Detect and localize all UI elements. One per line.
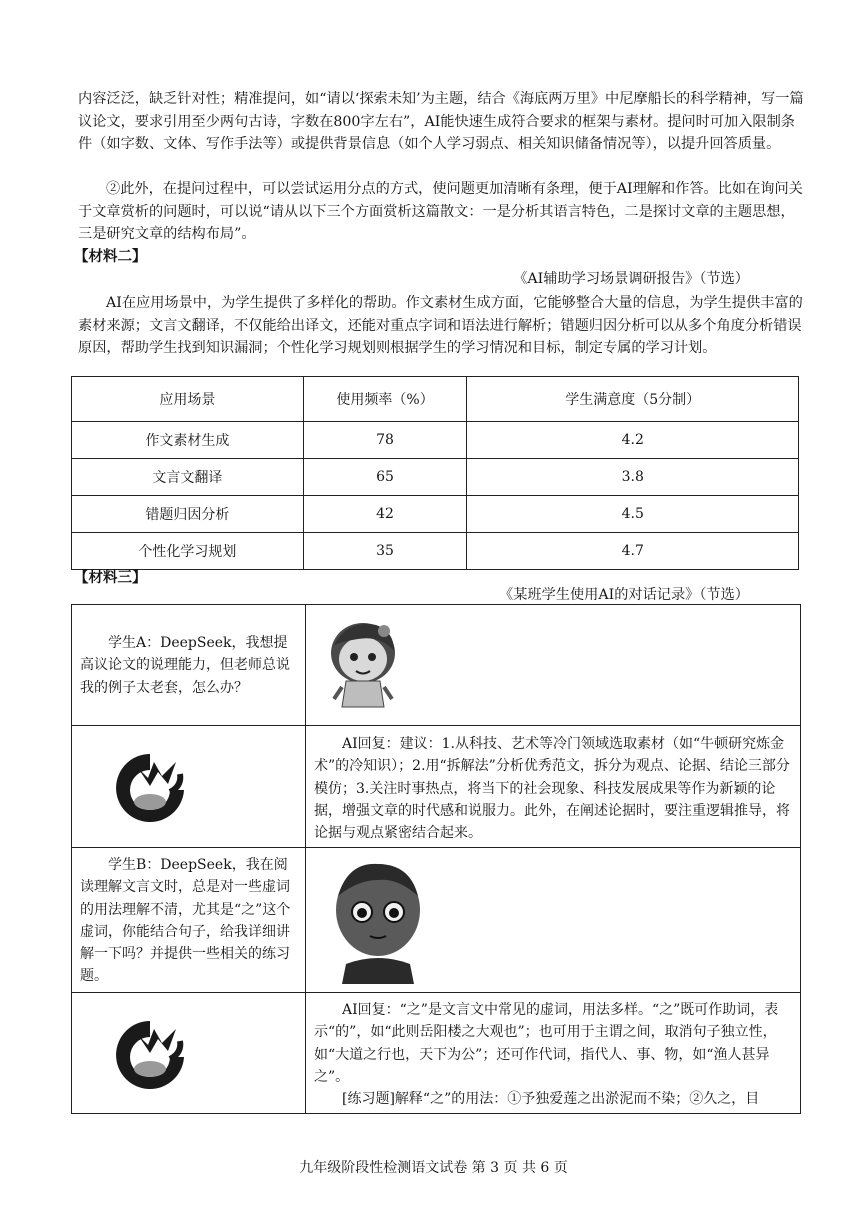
student-b-message: 学生B：DeepSeek，我在阅读理解文言文时，总是对一些虚词的用法理解不清，尤其是“之”这个虚词，你能结合句子，给我详细讲解一下吗？并提供一些相关的练习题。 xyxy=(80,857,291,985)
table-cell: 个性化学习规划 xyxy=(72,533,304,570)
intro-paragraph-2: ②此外，在提问过程中，可以尝试运用分点的方式，使问题更加清晰有条理，便于AI理解和作答。比如在询问关于文章赏析的问题时，可以说“请从以下三个方面赏析这篇散文：一是分析其语言特色，二是探讨文章的主题思想，三是研究文章的结构布局”。 xyxy=(78,181,803,242)
student-a-message: 学生A：DeepSeek，我想提高议论文的说理能力，但老师总说我的例子太老套，怎么办？ xyxy=(80,635,290,696)
table-cell: 4.5 xyxy=(467,496,799,533)
table-cell: 4.2 xyxy=(467,422,799,459)
table-cell: 3.8 xyxy=(467,459,799,496)
table-cell: 文言文翻译 xyxy=(72,459,304,496)
table-cell: 作文素材生成 xyxy=(72,422,304,459)
girl-avatar-icon xyxy=(318,615,408,715)
boy-avatar-icon xyxy=(328,856,428,984)
table-row xyxy=(72,459,799,496)
material3-source: 《某班学生使用AI的对话记录》（节选） xyxy=(499,587,749,603)
dialog-row-ai-reply-2 xyxy=(72,993,800,1115)
dialog-table xyxy=(71,604,801,1114)
material2-paragraph: AI在应用场景中，为学生提供了多样化的帮助。作文素材生成方面，它能够整合大量的信息，为学生提供丰富的素材来源；文言文翻译，不仅能给出译文，还能对重点字词和语法进行解析；错题归因分析可以从多个角度分析错误原因，帮助学生找到知识漏洞；个性化学习规划则根据学生的学习情况和目标，制定专属的学习计划。 xyxy=(78,295,803,356)
table-cell: 4.7 xyxy=(467,533,799,570)
material2-source: 《AI辅助学习场景调研报告》（节选） xyxy=(513,271,749,287)
intro-paragraph-1: 内容泛泛，缺乏针对性；精准提问，如“请以‘探索未知’为主题，结合《海底两万里》中尼摩船长的科学精神，写一篇议论文，要求引用至少两句古诗，字数在800字左右”，AI能快速生成符合要求的框架与素材。提问时可加入限制条件（如字数、文体、写作手法等）或提供背景信息（如个人学习弱点、相关知识储备情况等），以提升回答质量。 xyxy=(78,91,804,152)
table-row xyxy=(72,422,799,459)
ai-reply-1-message: AI回复：建议：1.从科技、艺术等冷门领域选取素材（如“牛顿研究炼金术”的冷知识）；2.用“拆解法”分析优秀范文，拆分为观点、论据、结论三部分模仿；3.关注时事热点，将当下的社会现象、科技发展成果等作为新颖的论据，增强文章的时代感和说服力。此外，在阐述论据时，要注重逻辑推导，将论据与观点紧密结合起来。 xyxy=(314,736,790,842)
exercise-text: [练习题]解释“之”的用法：①予独爱莲之出淤泥而不染；②久之，目 xyxy=(342,1091,760,1108)
page-footer: 九年级阶段性检测语文试卷 第 3 页 共 6 页 xyxy=(299,1160,568,1176)
dialog-row-student-a xyxy=(72,605,800,726)
material3-heading: 【材料三】 xyxy=(74,569,147,586)
table-header-cell: 应用场景 xyxy=(72,377,304,422)
table-cell: 42 xyxy=(303,496,467,533)
table-cell: 65 xyxy=(303,459,467,496)
table-header-cell: 使用频率（%） xyxy=(303,377,467,422)
table-row xyxy=(72,496,799,533)
table-cell: 78 xyxy=(303,422,467,459)
ai-usage-table xyxy=(71,376,799,570)
dialog-row-student-b xyxy=(72,848,800,993)
table-cell: 35 xyxy=(303,533,467,570)
table-header-row xyxy=(72,377,799,422)
dialog-row-ai-reply-1 xyxy=(72,726,800,848)
table-header-cell: 学生满意度（5分制） xyxy=(467,377,799,422)
table-cell: 错题归因分析 xyxy=(72,496,304,533)
material2-heading: 【材料二】 xyxy=(74,248,147,265)
ai-reply-2-message: AI回复：“之”是文言文中常见的虚词，用法多样。“之”既可作助词，表示“的”，如“此则岳阳楼之大观也”；也可用于主谓之间，取消句子独立性，如“大道之行也，天下为公”；还可作代词，指代人、事、物，如“渔人甚异之”。 xyxy=(314,1002,779,1085)
table-row xyxy=(72,533,799,570)
ai-logo-icon xyxy=(110,1015,190,1095)
ai-logo-icon xyxy=(110,748,190,828)
